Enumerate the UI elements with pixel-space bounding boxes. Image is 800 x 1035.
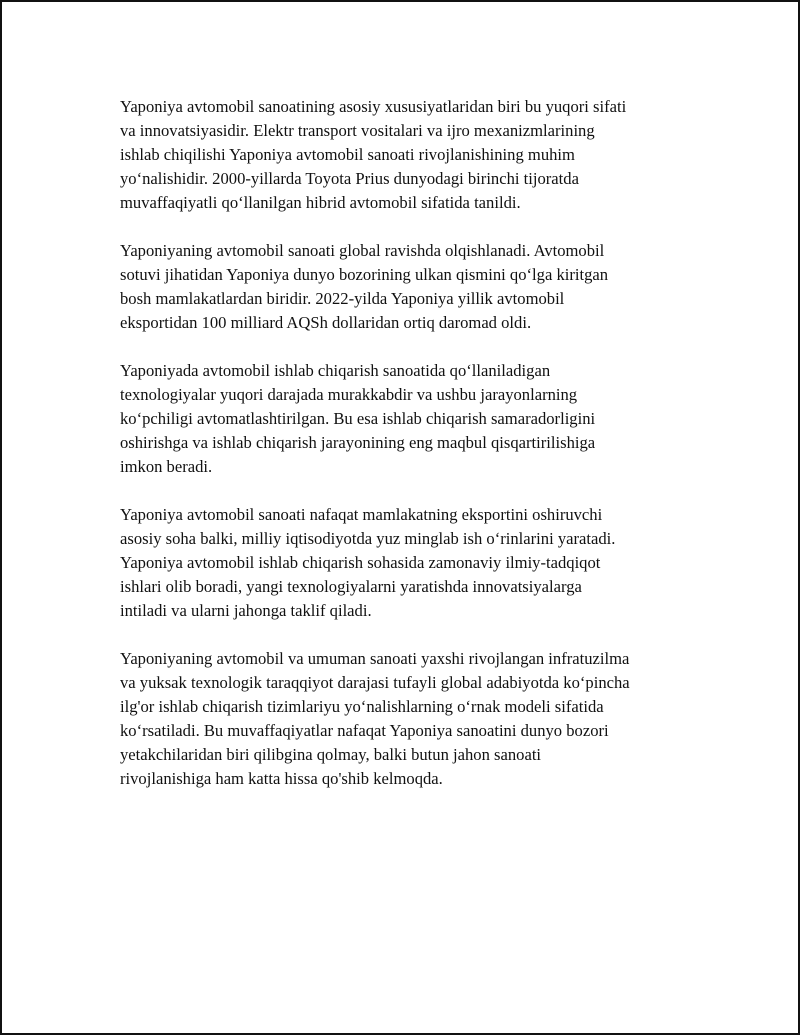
paragraph-line: eksportidan 100 milliard AQSh dollaridan ortiq daromad oldi. — [120, 313, 532, 332]
paragraph-2 — [120, 239, 700, 335]
paragraph-line: Yaponiyaning avtomobil va umuman sanoati yaxshi rivojlangan infratuzilma — [120, 649, 630, 668]
paragraph-line: muvaffaqiyatli qo‘llanilgan hibrid avtomobil sifatida tanildi. — [120, 193, 521, 212]
paragraph-line: rivojlanishiga ham katta hissa qo'shib kelmoqda. — [120, 769, 443, 788]
paragraph-line: texnologiyalar yuqori darajada murakkabdir va ushbu jarayonlarning — [120, 385, 578, 404]
paragraph-line: yo‘nalishidir. 2000-yillarda Toyota Prius dunyodagi birinchi tijoratda — [120, 169, 579, 188]
paragraph-line: sotuvi jihatidan Yaponiya dunyo bozorining ulkan qismini qo‘lga kiritgan — [120, 265, 609, 284]
document-body — [120, 95, 700, 815]
paragraph-line: yetakchilaridan biri qilibgina qolmay, balki butun jahon sanoati — [120, 745, 542, 764]
paragraph-3 — [120, 359, 700, 479]
paragraph-line: ko‘rsatiladi. Bu muvaffaqiyatlar nafaqat Yaponiya sanoatini dunyo bozori — [120, 721, 609, 740]
paragraph-line: ko‘pchiligi avtomatlashtirilgan. Bu esa ishlab chiqarish samaradorligini — [120, 409, 596, 428]
paragraph-line: va innovatsiyasidir. Elektr transport vositalari va ijro mexanizmlarining — [120, 121, 595, 140]
paragraph-4 — [120, 503, 700, 623]
paragraph-line: Yaponiyada avtomobil ishlab chiqarish sanoatida qo‘llaniladigan — [120, 361, 551, 380]
paragraph-line: Yaponiyaning avtomobil sanoati global ravishda olqishlanadi. Avtomobil — [120, 241, 605, 260]
paragraph-line: Yaponiya avtomobil sanoati nafaqat mamlakatning eksportini oshiruvchi — [120, 505, 603, 524]
paragraph-line: intiladi va ularni jahonga taklif qiladi. — [120, 601, 372, 620]
paragraph-line: oshirishga va ishlab chiqarish jarayonining eng maqbul qisqartirilishiga — [120, 433, 596, 452]
paragraph-line: bosh mamlakatlardan biridir. 2022-yilda Yaponiya yillik avtomobil — [120, 289, 565, 308]
paragraph-line: Yaponiya avtomobil sanoatining asosiy xususiyatlaridan biri bu yuqori sifati — [120, 97, 627, 116]
paragraph-1 — [120, 95, 700, 215]
paragraph-line: ilg'or ishlab chiqarish tizimlariyu yo‘nalishlarning o‘rnak modeli sifatida — [120, 697, 604, 716]
paragraph-line: asosiy soha balki, milliy iqtisodiyotda yuz minglab ish o‘rinlarini yaratadi. — [120, 529, 616, 548]
paragraph-5 — [120, 647, 700, 791]
paragraph-line: imkon beradi. — [120, 457, 213, 476]
paragraph-line: va yuksak texnologik taraqqiyot darajasi tufayli global adabiyotda ko‘pincha — [120, 673, 630, 692]
paragraph-line: ishlab chiqilishi Yaponiya avtomobil sanoati rivojlanishining muhim — [120, 145, 575, 164]
paragraph-line: ishlari olib boradi, yangi texnologiyalarni yaratishda innovatsiyalarga — [120, 577, 582, 596]
paragraph-line: Yaponiya avtomobil ishlab chiqarish sohasida zamonaviy ilmiy-tadqiqot — [120, 553, 601, 572]
